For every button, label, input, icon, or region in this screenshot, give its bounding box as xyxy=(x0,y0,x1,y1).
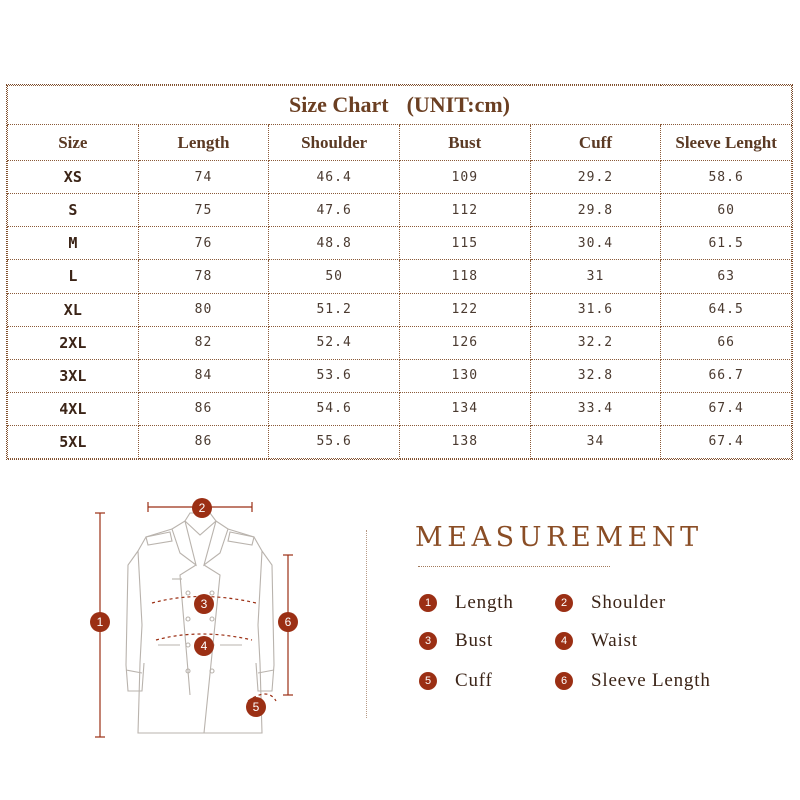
col-header-shoulder: Shoulder xyxy=(269,125,400,161)
cell-cuff: 30.4 xyxy=(530,227,661,260)
cell-sleeve-length: 66 xyxy=(661,326,792,359)
cell-sleeve-length: 67.4 xyxy=(661,425,792,458)
cell-size: M xyxy=(8,227,139,260)
cell-shoulder: 48.8 xyxy=(269,227,400,260)
cell-cuff: 31.6 xyxy=(530,293,661,326)
col-header-sleeve-length: Sleeve Lenght xyxy=(661,125,792,161)
legend-number-2: 2 xyxy=(555,594,573,612)
cell-shoulder: 54.6 xyxy=(269,392,400,425)
cell-shoulder: 51.2 xyxy=(269,293,400,326)
col-header-bust: Bust xyxy=(399,125,530,161)
cell-cuff: 29.2 xyxy=(530,161,661,194)
cell-length: 86 xyxy=(138,392,269,425)
cell-sleeve-length: 61.5 xyxy=(661,227,792,260)
table-row xyxy=(8,326,792,359)
cell-cuff: 31 xyxy=(530,260,661,293)
size-chart-table xyxy=(6,84,793,460)
marker-cuff: 5 xyxy=(246,697,266,717)
measurement-title: MEASUREMENT xyxy=(415,522,703,553)
marker-bust: 3 xyxy=(194,594,214,614)
coat-measurement-diagram xyxy=(80,495,320,755)
cell-size: S xyxy=(8,194,139,227)
legend-label-cuff: Cuff xyxy=(455,670,493,691)
cell-sleeve-length: 60 xyxy=(661,194,792,227)
cell-size: 3XL xyxy=(8,359,139,392)
cell-bust: 112 xyxy=(399,194,530,227)
legend-item-bust xyxy=(419,630,493,652)
legend-label-waist: Waist xyxy=(591,630,638,651)
header-row xyxy=(8,125,792,161)
legend-number-5: 5 xyxy=(419,672,437,690)
cell-size: L xyxy=(8,260,139,293)
marker-sleeve-length: 6 xyxy=(278,612,298,632)
marker-shoulder: 2 xyxy=(192,498,212,518)
legend-item-cuff xyxy=(419,670,493,692)
cell-shoulder: 46.4 xyxy=(269,161,400,194)
measurement-title-rule xyxy=(418,566,610,567)
legend-item-waist xyxy=(555,630,638,652)
cell-length: 80 xyxy=(138,293,269,326)
table-row xyxy=(8,392,792,425)
cell-shoulder: 55.6 xyxy=(269,425,400,458)
table-row xyxy=(8,359,792,392)
size-chart-unit: (UNIT:cm) xyxy=(406,92,511,118)
table-row xyxy=(8,161,792,194)
cell-bust: 115 xyxy=(399,227,530,260)
legend-item-shoulder xyxy=(555,592,666,614)
cell-size: XL xyxy=(8,293,139,326)
size-chart-title-cell xyxy=(8,86,792,125)
cell-length: 75 xyxy=(138,194,269,227)
table-row xyxy=(8,293,792,326)
cell-length: 82 xyxy=(138,326,269,359)
cell-size: 2XL xyxy=(8,326,139,359)
cell-bust: 126 xyxy=(399,326,530,359)
cell-size: 4XL xyxy=(8,392,139,425)
cell-cuff: 32.8 xyxy=(530,359,661,392)
cell-bust: 109 xyxy=(399,161,530,194)
table-row xyxy=(8,260,792,293)
cell-length: 86 xyxy=(138,425,269,458)
col-header-length: Length xyxy=(138,125,269,161)
cell-cuff: 32.2 xyxy=(530,326,661,359)
cell-shoulder: 52.4 xyxy=(269,326,400,359)
legend-number-4: 4 xyxy=(555,632,573,650)
cell-cuff: 29.8 xyxy=(530,194,661,227)
table-row xyxy=(8,227,792,260)
cell-size: 5XL xyxy=(8,425,139,458)
cell-size: XS xyxy=(8,161,139,194)
col-header-size: Size xyxy=(8,125,139,161)
section-divider xyxy=(366,530,367,718)
cell-length: 74 xyxy=(138,161,269,194)
marker-length: 1 xyxy=(90,612,110,632)
legend-item-sleeve-length xyxy=(555,670,711,692)
legend-item-length xyxy=(419,592,514,614)
marker-waist: 4 xyxy=(194,636,214,656)
cell-sleeve-length: 64.5 xyxy=(661,293,792,326)
legend-label-sleeve-length: Sleeve Length xyxy=(591,670,711,691)
table-row xyxy=(8,194,792,227)
cell-sleeve-length: 63 xyxy=(661,260,792,293)
cell-cuff: 33.4 xyxy=(530,392,661,425)
cell-shoulder: 50 xyxy=(269,260,400,293)
legend-label-length: Length xyxy=(455,592,514,613)
cell-shoulder: 53.6 xyxy=(269,359,400,392)
cell-sleeve-length: 58.6 xyxy=(661,161,792,194)
legend-label-bust: Bust xyxy=(455,630,494,651)
cell-length: 78 xyxy=(138,260,269,293)
legend-label-shoulder: Shoulder xyxy=(591,592,667,613)
size-chart-title: Size Chart xyxy=(288,92,389,118)
cell-sleeve-length: 66.7 xyxy=(661,359,792,392)
cell-bust: 138 xyxy=(399,425,530,458)
col-header-cuff: Cuff xyxy=(530,125,661,161)
legend-number-1: 1 xyxy=(419,594,437,612)
cell-cuff: 34 xyxy=(530,425,661,458)
cell-bust: 134 xyxy=(399,392,530,425)
legend-number-3: 3 xyxy=(419,632,437,650)
cell-bust: 122 xyxy=(399,293,530,326)
cell-length: 84 xyxy=(138,359,269,392)
cell-shoulder: 47.6 xyxy=(269,194,400,227)
cell-sleeve-length: 67.4 xyxy=(661,392,792,425)
cell-bust: 118 xyxy=(399,260,530,293)
legend-number-6: 6 xyxy=(555,672,573,690)
cell-length: 76 xyxy=(138,227,269,260)
table-row xyxy=(8,425,792,458)
cell-bust: 130 xyxy=(399,359,530,392)
